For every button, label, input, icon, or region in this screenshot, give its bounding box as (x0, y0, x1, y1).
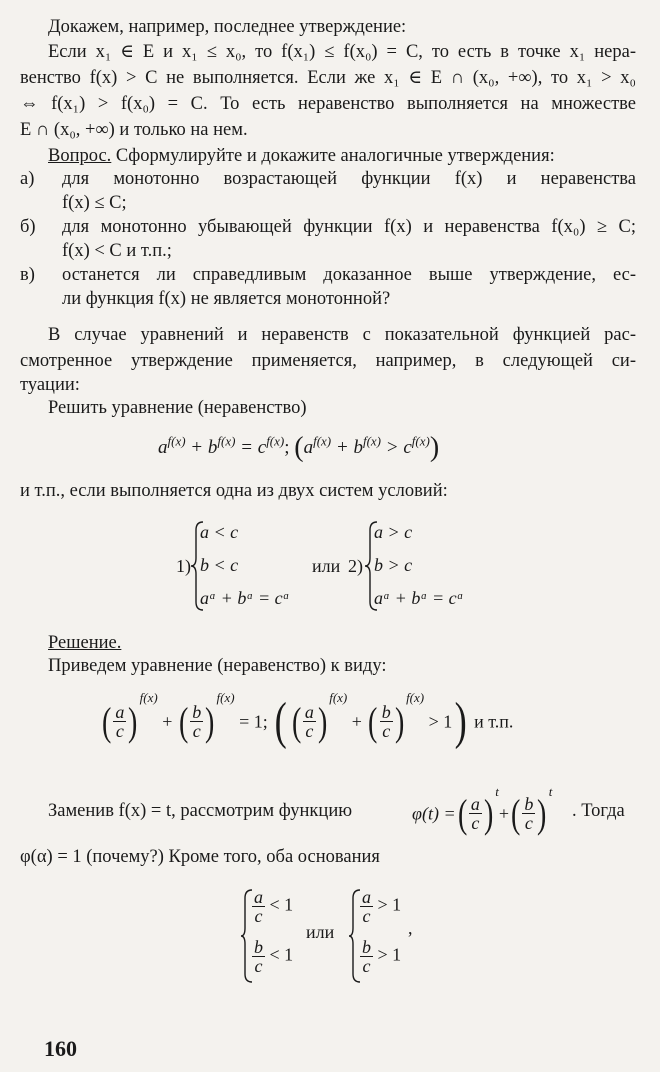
phi-definition: φ(t) =( $\frac{a}{c}$ ) $^t$+( $\frac{b}{c}$ ) $^t$ (412, 784, 553, 836)
system-1-row-2: b < c (200, 555, 239, 575)
phi-line: φ(α) = 1 (почему?) Кроме того, оба основания (20, 847, 380, 867)
para2-line2: смотренное утверждение применяется, например, в следующей си- (20, 351, 636, 371)
page-number: 160 (44, 1036, 77, 1061)
item-b-line2: f(x) < C и т.п.; (62, 241, 172, 261)
system-4-row-1: $\frac{a}{c}$ > 1 (362, 887, 402, 926)
para2-line3: туации: (20, 375, 80, 395)
item-a-line2: f(x) ≤ C; (62, 193, 127, 213)
text-line-1: Докажем, например, последнее утверждение: (48, 17, 407, 37)
item-a-line1: для монотонно возрастающей функции f(x) и неравенства (62, 169, 636, 189)
then-word: . Тогда (572, 801, 625, 821)
system-2-row-2: b > c (374, 555, 413, 575)
item-b-line1: для монотонно убывающей функции f(x) и неравенства f(x₀) ≥ C; (62, 217, 636, 237)
para2-line1: В случае уравнений и неравенств с показательной функцией рас- (48, 325, 636, 345)
replace-line: Заменив f(x) = t, рассмотрим функцию (48, 801, 353, 821)
system-4-row-2: $\frac{b}{c}$ > 1 (362, 937, 402, 976)
equation-2: ( $\frac{a}{c}$ )$^{f(x)}$ + ( $\frac{b}{c}$ )$^{f(x)}$ = 1; ( ( $\frac{a}{c}$ )$^{f(x)}$ + ( $\frac{b}{c}$ )$^{f(x)}$ > 1) и т.п. (101, 690, 514, 750)
item-c-marker: в) (20, 265, 35, 285)
question-line (48, 145, 555, 167)
equation-1: $a^{f(x)} + b^{f(x)} = c^{f(x)}$; $(a^{f(x)} + b^{f(x)} > c^{f(x)})$ (158, 432, 440, 463)
question-text: Сформулируйте и докажите аналогичные утверждения: (111, 146, 555, 166)
system-3-row-1: $\frac{a}{c}$ < 1 (254, 887, 294, 926)
item-c-line2: ли функция f(x) не является монотонной? (62, 289, 391, 309)
solve-line: Решить уравнение (неравенство) (48, 398, 307, 418)
or-word-2: или (306, 922, 335, 942)
trailing-comma: , (408, 918, 413, 938)
or-word-1: или (312, 556, 341, 576)
system-2-label: 2) (348, 556, 363, 576)
text-line-4: ⇔ f(x₁) > f(x₀) = C. То есть неравенство выполняется на множестве (20, 94, 636, 114)
bring-line: Приведем уравнение (неравенство) к виду: (48, 656, 387, 676)
system-1-row-3: aᵅ + bᵅ = cᵅ (200, 588, 290, 608)
text-line-5: E ∩ (x₀, +∞) и только на нем. (20, 120, 248, 140)
item-a-marker: а) (20, 169, 35, 189)
system-3-row-2: $\frac{b}{c}$ < 1 (254, 937, 294, 976)
text-line-3: венство f(x) > C не выполняется. Если же x₁ ∈ E ∩ (x₀, +∞), то x₁ > x₀ (20, 68, 636, 88)
system-2-row-3: aᵅ + bᵅ = cᵅ (374, 588, 464, 608)
question-label: Вопрос. (48, 146, 112, 166)
item-b-marker: б) (20, 217, 36, 237)
conditions-line: и т.п., если выполняется одна из двух систем условий: (20, 481, 448, 501)
system-1-row-1: a < c (200, 522, 239, 542)
text-line-2: Если x₁ ∈ E и x₁ ≤ x₀, то f(x₁) ≤ f(x₀) = C, то есть в точке x₁ нера- (48, 42, 636, 62)
item-c-line1: останется ли справедливым доказанное выше утверждение, ес- (62, 265, 636, 285)
system-2-row-1: a > c (374, 522, 413, 542)
system-1-label: 1) (176, 556, 191, 576)
solution-label: Решение. (48, 633, 122, 653)
